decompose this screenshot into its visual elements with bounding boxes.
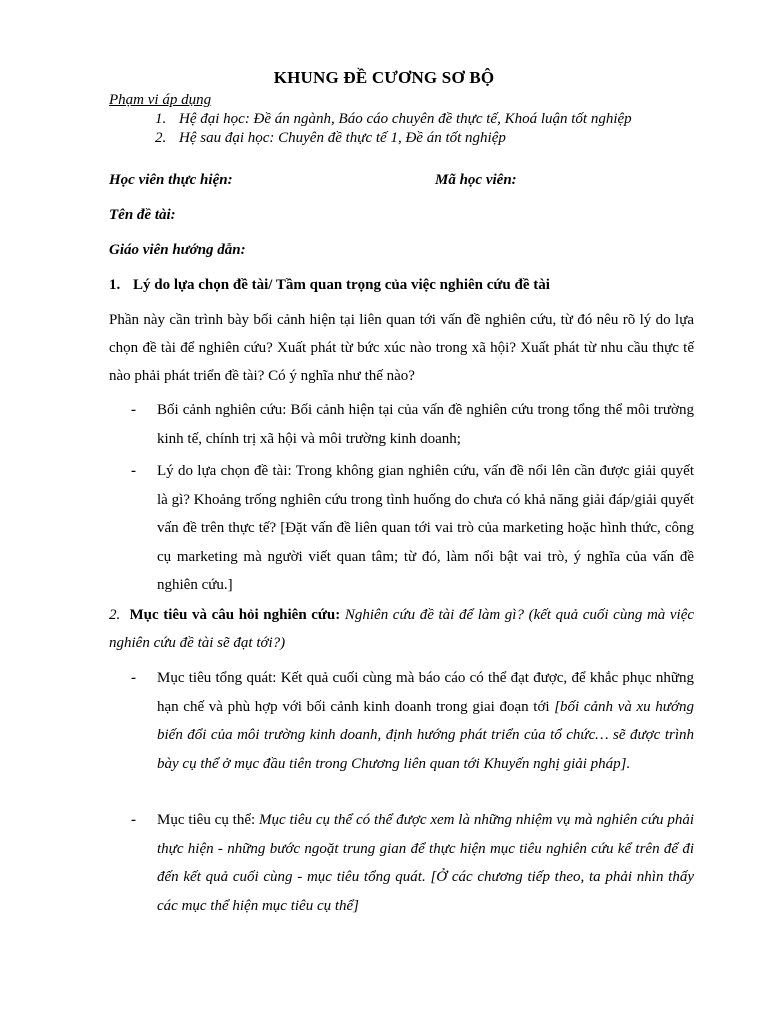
section-2-heading: [109, 601, 694, 657]
dash-bullet: -: [131, 670, 136, 686]
section-title: Mục tiêu và câu hỏi nghiên cứu:: [129, 607, 341, 623]
dash-bullet: -: [131, 812, 136, 828]
scope-list: [155, 110, 632, 148]
bullet-text: [157, 664, 694, 778]
section-subtitle: Nghiên cứu đề tài để làm gì? (kết quả cuối cùng mà việc nghiên cứu đề tài sẽ đạt tới?): [109, 607, 695, 651]
section-number: 2.: [109, 607, 121, 623]
dash-bullet: -: [131, 463, 136, 479]
bullet-item: [131, 396, 694, 453]
field-topic: Tên đề tài:: [109, 207, 176, 223]
section-1-heading: [109, 277, 550, 294]
scope-label: Phạm vi áp dụng: [109, 92, 212, 108]
bullet-text: Lý do lựa chọn đề tài: Trong không gian nghiên cứu, vấn đề nổi lên cần được giải quyết là gì? Khoảng trống nghiên cứu trong tình huống do chưa có khả năng giải đáp/giải quyết vấn đề trên thực tế? [Đặt vấn đề liên quan tới vai trò của marketing hoặc hình thức, công cụ marketing mà người viết quan tâm; từ đó, làm nổi bật vai trò, ý nghĩa của vấn đề nghiên cứu.]: [157, 463, 694, 593]
bullet-item: [131, 806, 694, 920]
list-item: [155, 129, 632, 148]
field-student-id: Mã học viên:: [435, 172, 517, 188]
list-item-number: 2.: [155, 130, 167, 146]
bullet-plain: Mục tiêu tổng quát: Kết quả cuối cùng mà báo cáo có thể đạt được, để khắc phục những hạn chế và phù hợp với bối cảnh kinh doanh trong giai đoạn tới: [157, 670, 694, 715]
bullet-plain: Mục tiêu cụ thể:: [157, 812, 256, 828]
page-title: KHUNG ĐỀ CƯƠNG SƠ BỘ: [273, 68, 495, 87]
bullet-text: Bối cảnh nghiên cứu: Bối cảnh hiện tại của vấn đề nghiên cứu trong tổng thể môi trường kinh tế, chính trị xã hội và môi trường kinh doanh;: [157, 402, 694, 447]
section-number: 1.: [109, 277, 121, 293]
list-item-text: Hệ đại học: Đề án ngành, Báo cáo chuyên đề thực tế, Khoá luận tốt nghiệp: [179, 111, 632, 127]
list-item: [155, 110, 632, 129]
dash-bullet: -: [131, 402, 136, 418]
bullet-italic: Mục tiêu cụ thể có thể được xem là những nhiệm vụ mà nghiên cứu phải thực hiện - những bước ngoặt trung gian để thực hiện mục tiêu nghiên cứu kể trên để đi đến kết quả cuối cùng - mục tiêu tổng quát. [Ở các chương tiếp theo, ta phải nhìn thấy các mục thể hiện mục tiêu cụ thể]: [157, 812, 695, 914]
bullet-text: [157, 806, 694, 920]
section-1-intro: Phần này cần trình bày bối cảnh hiện tại liên quan tới vấn đề nghiên cứu, từ đó nêu rõ lý do lựa chọn đề tài để nghiên cứu? Xuất phát từ bức xúc nào trong xã hội? Xuất phát từ nhu cầu thực tế nào phải phát triển đề tài? Có ý nghĩa như thế nào?: [109, 312, 694, 384]
bullet-italic: [bối cảnh và xu hướng biến đổi của môi trường kinh doanh, định hướng phát triển của tổ chức… sẽ được trình bày cụ thể ở mục đầu tiên trong Chương liên quan tới Khuyến nghị giải pháp].: [157, 698, 694, 772]
field-student: Học viên thực hiện:: [109, 172, 233, 188]
list-item-number: 1.: [155, 111, 167, 127]
bullet-item: [131, 457, 694, 600]
list-item-text: Hệ sau đại học: Chuyên đề thực tế 1, Đề án tốt nghiệp: [179, 130, 506, 146]
field-advisor: Giáo viên hướng dẫn:: [109, 242, 246, 258]
bullet-item: [131, 664, 694, 778]
section-title: Lý do lựa chọn đề tài/ Tầm quan trọng của việc nghiên cứu đề tài: [133, 277, 550, 293]
